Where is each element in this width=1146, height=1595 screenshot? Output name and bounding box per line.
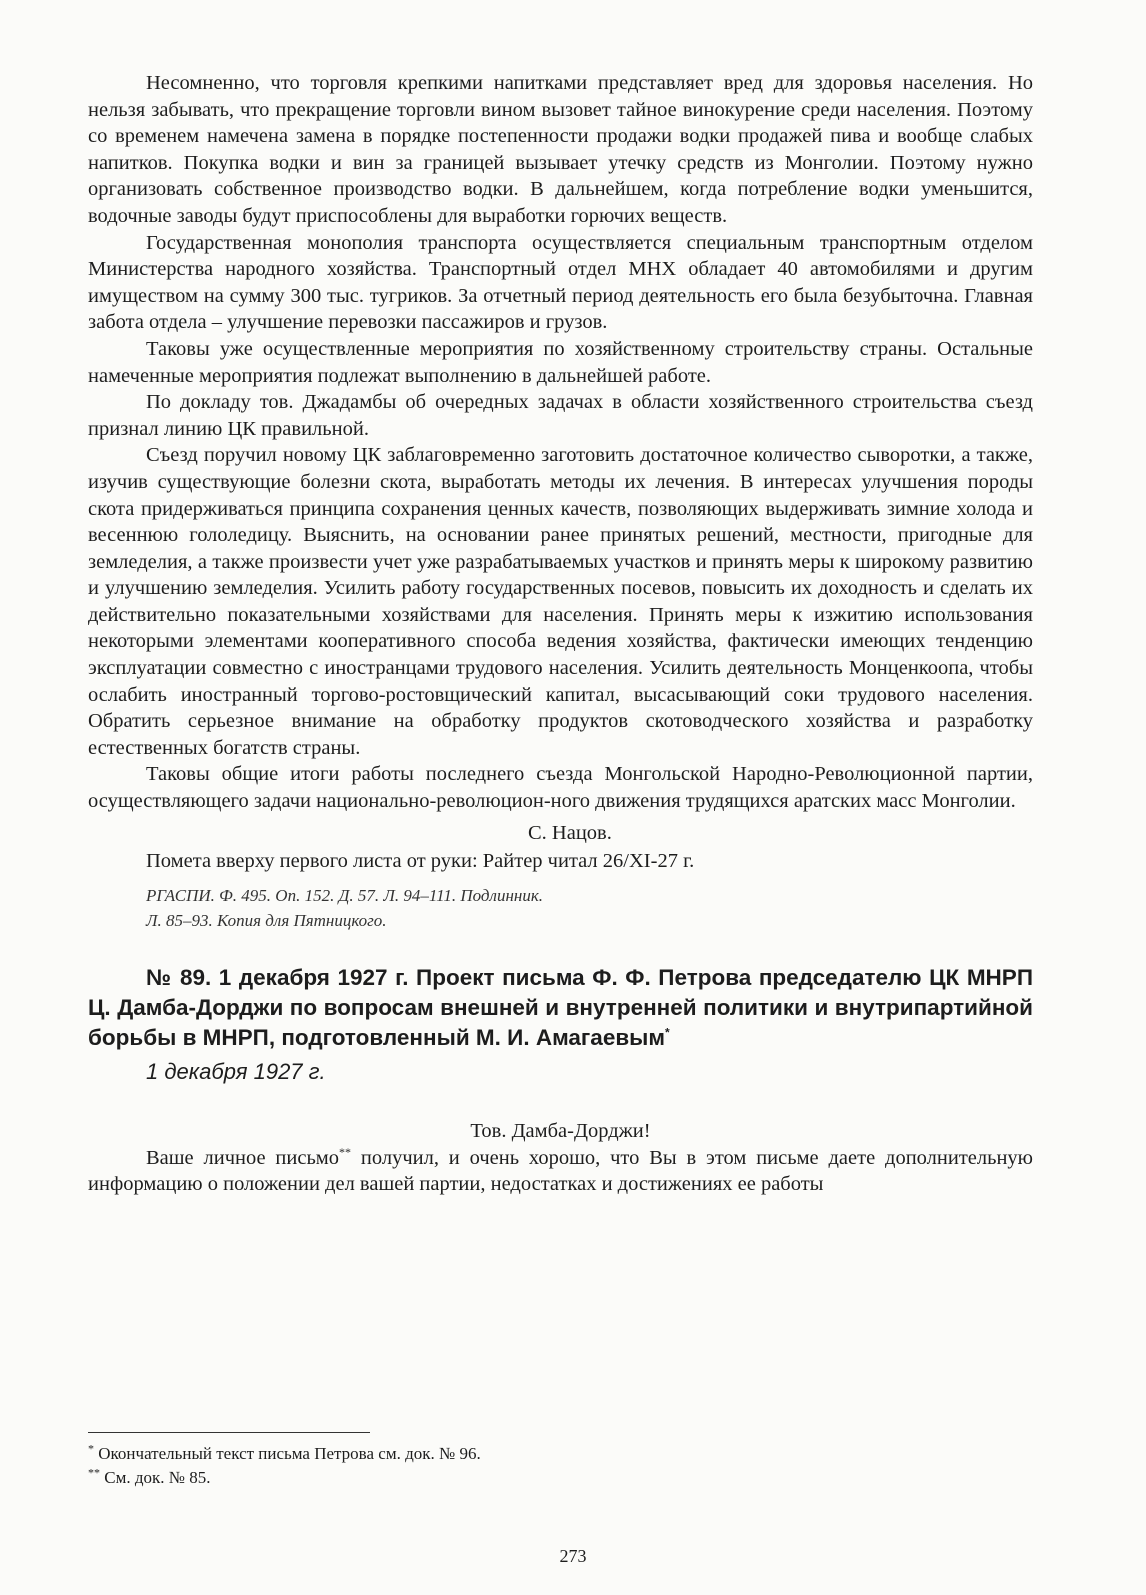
footnotes	[88, 1442, 481, 1490]
footnote-mark: *	[88, 1441, 94, 1456]
footnote-item	[88, 1466, 481, 1490]
paragraph-congress-instructions: Съезд поручил новому ЦК заблаговременно заготовить достаточное количество сыворотки, а также, изучив существующие болезни скота, выработать методы их лечения. В интересах улучшения породы скота придерживаться принципа сохранения ценных качеств, позволяющих выдерживать зимние холода и весеннюю гололедицу. Выяснить, на основании ранее принятых решений, местности, пригодные для земледелия, а также произвести учет уже разрабатываемых участков и принять меры к широкому развитию и улучшению земледелия. Усилить работу государственных посевов, повысить их доходность и сделать их действительно показательными хозяйствами для населения. Принять меры к изжитию использования некоторыми элементами кооперативного способа ведения хозяйства, фактически имеющих тенденцию эксплуатации совместно с иностранцами трудового населения. Усилить деятельность Монценкоопа, чтобы ослабить иностранный торгово-ростовщический капитал, высасывающий соки трудового населения. Обратить серьезное внимание на обработку продуктов скотоводческого хозяйства и разработку естественных богатств страны.	[88, 444, 1033, 759]
paragraph-alcohol: Несомненно, что торговля крепкими напитками представляет вред для здоровья населения. Но нельзя забывать, что прекращение торговли вином вызовет тайное винокурение среди населения. Поэтому со временем намечена замена в порядке постепенности продажи водки продажей пива и вообще слабых напитков. Покупка водки и вин за границей вызывает утечку средств из Монголии. Поэтому нужно организовать собственное производство водки. В дальнейшем, когда потребление водки уменьшится, водочные заводы будут приспособлены для выработки горючих веществ.	[88, 72, 1033, 227]
document-heading-text: № 89. 1 декабря 1927 г. Проект письма Ф. Ф. Петрова председателю ЦК МНРП Ц. Дамба-Дорджи по вопросам внешней и внутренней политики и внутрипартийной борьбы в МНРП, подготовленный М. И. Амагаевым	[88, 964, 1033, 1050]
footnote-text: Окончательный текст письма Петрова см. док. № 96.	[98, 1444, 481, 1463]
letter-first-paragraph	[88, 1145, 1033, 1198]
signature: С. Нацов.	[528, 821, 612, 844]
document-page	[88, 70, 1033, 1198]
paragraph-transport: Государственная монополия транспорта осуществляется специальным транспортным отделом Министерства народного хозяйства. Транспортный отдел МНХ обладает 40 автомобилями и другим имуществом на сумму 300 тыс. тугриков. За отчетный период деятельность его была безубыточна. Главная забота отдела – улучшение перевозки пассажиров и грузов.	[88, 231, 1033, 334]
archive-reference-1: РГАСПИ. Ф. 495. Оп. 152. Д. 57. Л. 94–111. Подлинник.	[146, 885, 544, 905]
heading-footnote-mark: *	[665, 1025, 670, 1040]
letter-salutation: Тов. Дамба-Дорджи!	[470, 1119, 651, 1142]
letter-text-start: Ваше личное письмо	[146, 1146, 340, 1169]
handwritten-mark-note: Помета вверху первого листа от руки: Райтер читал 26/XI-27 г.	[146, 849, 695, 872]
footnote-text: См. док. № 85.	[104, 1468, 211, 1487]
footnote-mark: **	[88, 1465, 100, 1480]
footnote-divider	[88, 1432, 370, 1433]
document-heading	[88, 963, 1033, 1053]
letter-text-rest: получил, и очень хорошо, что Вы в этом письме даете дополнительную информацию о положении дел вашей партии, недостатках и достижениях ее работы	[88, 1146, 1033, 1196]
paragraph-measures: Таковы уже осуществленные мероприятия по хозяйственному строительству страны. Остальные намеченные мероприятия подлежат выполнению в дальнейшей работе.	[88, 337, 1033, 387]
letter-footnote-mark: **	[339, 1144, 352, 1159]
footnote-item	[88, 1442, 481, 1466]
paragraph-summary: Таковы общие итоги работы последнего съезда Монгольской Народно-Революционной партии, осуществляющего задачи национально-революцион-ного движения трудящихся аратских масс Монголии.	[88, 763, 1033, 813]
paragraph-report: По докладу тов. Джадамбы об очередных задачах в области хозяйственного строительства съезд признал линию ЦК правильной.	[88, 391, 1033, 440]
page-number: 273	[559, 1546, 587, 1566]
document-date: 1 декабря 1927 г.	[146, 1058, 326, 1084]
archive-reference-2: Л. 85–93. Копия для Пятницкого.	[146, 910, 387, 930]
